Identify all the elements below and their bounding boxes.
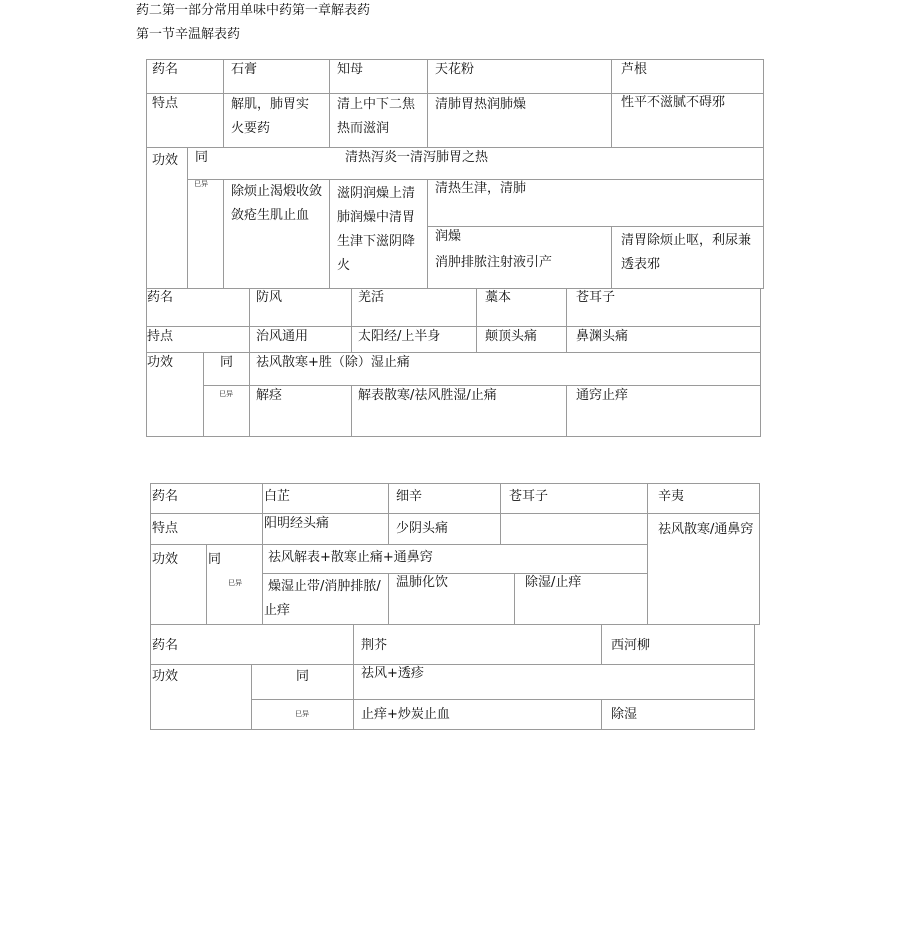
- table-rule: [760, 288, 761, 436]
- table-rule: [754, 624, 755, 729]
- diff-cell: 止痒+炒炭止血: [361, 707, 450, 722]
- same-text: 清热泻炎一清泻肺胃之热: [345, 150, 489, 165]
- diff-cell: 解表散寒/祛风胜湿/止痛: [358, 388, 497, 403]
- table-rule: [223, 59, 224, 147]
- feature-cell: 太阳经/上半身: [358, 329, 441, 344]
- table-rule: [647, 483, 648, 624]
- row-label-efficacy: 功效: [152, 552, 179, 567]
- same-text: 祛风解表+散寒止痛+通鼻窍: [268, 550, 433, 565]
- table-rule: [329, 59, 330, 147]
- herb-name: 天花粉: [435, 62, 475, 77]
- table-rule: [223, 179, 224, 288]
- table-rule: [187, 147, 188, 288]
- table-rule: [249, 288, 250, 436]
- table-rule: [146, 59, 147, 288]
- table-rule: [146, 59, 764, 60]
- table-rule: [150, 664, 755, 665]
- table-rule: [566, 288, 567, 352]
- table-rule: [329, 179, 330, 288]
- diff-cell: 温肺化饮: [396, 575, 449, 590]
- diff-cell: 解痉: [256, 388, 283, 403]
- row-label-name: 药名: [152, 489, 179, 504]
- table-rule: [601, 699, 602, 729]
- table-rule: [150, 483, 760, 484]
- row-label-name: 药名: [147, 290, 174, 305]
- herb-name: 细辛: [396, 489, 423, 504]
- table-rule: [150, 483, 151, 624]
- feature-cell: 性平不滋腻不碍邪: [621, 95, 726, 110]
- table-rule: [353, 624, 354, 729]
- table-rule: [611, 226, 612, 288]
- table-rule: [262, 573, 647, 574]
- feature-cell: 鼻渊头痛: [576, 329, 629, 344]
- table-rule: [500, 483, 501, 544]
- feature-cell: 阳明经头痛: [264, 516, 330, 531]
- row-label-name: 药名: [152, 62, 179, 77]
- herb-name: 西河柳: [611, 638, 651, 653]
- herb-name: 苍耳子: [576, 290, 616, 305]
- herb-name: 防风: [256, 290, 283, 305]
- diff-label: 巳异: [295, 710, 309, 718]
- table-rule: [611, 59, 612, 147]
- table-rule: [150, 624, 760, 625]
- feature-cell: 清肺胃热润肺燥: [435, 97, 527, 112]
- table-rule: [203, 352, 204, 436]
- herb-name: 芦根: [621, 62, 648, 77]
- table-rule: [427, 179, 428, 288]
- table-rule: [427, 226, 764, 227]
- row-label-efficacy: 功效: [152, 669, 179, 684]
- table-rule: [427, 59, 428, 147]
- diff-cell: 燥湿止带/消肿排脓/止痒: [264, 579, 381, 618]
- row-label-efficacy: 功效: [152, 153, 179, 168]
- same-text: 祛风散寒+胜（除）湿止痛: [256, 355, 410, 370]
- diff-cell: 滋阴润燥上清肺润燥中清胃生津下滋阴降火: [337, 186, 416, 273]
- herb-name: 白芷: [264, 489, 291, 504]
- feature-cell: 少阴头痛: [396, 521, 449, 536]
- diff-cell: 通窍止痒: [576, 388, 629, 403]
- table-rule: [146, 436, 761, 437]
- feature-cell: 解肌，肺胃实火要药: [231, 97, 310, 136]
- table-rule: [146, 326, 761, 327]
- table-rule: [150, 513, 760, 514]
- table-rule: [146, 288, 764, 289]
- table-rule: [351, 288, 352, 352]
- same-label: 同: [296, 669, 310, 684]
- diff-cell: 除烦止渴煅收敛敛疮生肌止血: [231, 184, 323, 223]
- table-rule: [763, 59, 764, 288]
- table-rule: [146, 352, 761, 353]
- table-rule: [251, 699, 755, 700]
- herb-name: 知母: [337, 62, 364, 77]
- table-rule: [759, 483, 760, 624]
- section-title: 第一节辛温解表药: [136, 27, 241, 42]
- table-rule: [476, 288, 477, 352]
- same-label: 同: [208, 552, 222, 567]
- table-rule: [150, 544, 647, 545]
- table-rule: [566, 385, 567, 436]
- herb-name: 羌活: [358, 290, 385, 305]
- table-rule: [206, 544, 207, 624]
- diff-label: 巳异: [228, 579, 242, 587]
- same-label: 同: [220, 355, 234, 370]
- feature-cell: 祛风散寒/通鼻窍: [658, 522, 754, 537]
- feature-cell: 颠顶头痛: [485, 329, 538, 344]
- table-rule: [150, 624, 151, 729]
- table-rule: [351, 385, 352, 436]
- row-label-efficacy: 功效: [147, 355, 174, 370]
- diff-label: 巳异: [194, 180, 208, 188]
- feature-cell: 清上中下二焦热而滋润: [337, 97, 416, 136]
- feature-cell: 治风通用: [256, 329, 309, 344]
- herb-name: 苍耳子: [509, 489, 549, 504]
- row-label-feature: 特点: [152, 96, 179, 111]
- table-rule: [262, 483, 263, 624]
- table-rule: [388, 483, 389, 544]
- row-label-name: 药名: [152, 638, 179, 653]
- table-rule: [146, 147, 764, 148]
- row-label-feature: 持点: [147, 329, 174, 344]
- diff-cell: 清热生津，清肺: [435, 181, 527, 196]
- diff-cell: 除湿: [611, 707, 638, 722]
- row-label-feature: 特点: [152, 521, 179, 536]
- diff-cell: 除湿/止痒: [525, 575, 582, 590]
- same-text: 祛风+透疹: [361, 666, 424, 681]
- herb-name: 石膏: [231, 62, 258, 77]
- table-rule: [601, 624, 602, 664]
- table-rule: [150, 729, 755, 730]
- diff-cell: 清胃除烦止呕，利尿兼透表邪: [621, 233, 752, 272]
- diff-label: 巳异: [219, 390, 233, 398]
- doc-title: 药二第一部分常用单味中药第一章解表药: [136, 3, 371, 18]
- table-rule: [514, 573, 515, 624]
- diff-cell: 润燥: [435, 229, 462, 244]
- diff-cell: 消肿排脓注射液引产: [435, 255, 553, 270]
- herb-name: 荆芥: [361, 638, 388, 653]
- table-rule: [251, 664, 252, 729]
- same-label: 同: [195, 150, 209, 165]
- table-rule: [388, 573, 389, 624]
- herb-name: 藁本: [485, 290, 512, 305]
- herb-name: 辛夷: [658, 489, 685, 504]
- table-rule: [203, 385, 761, 386]
